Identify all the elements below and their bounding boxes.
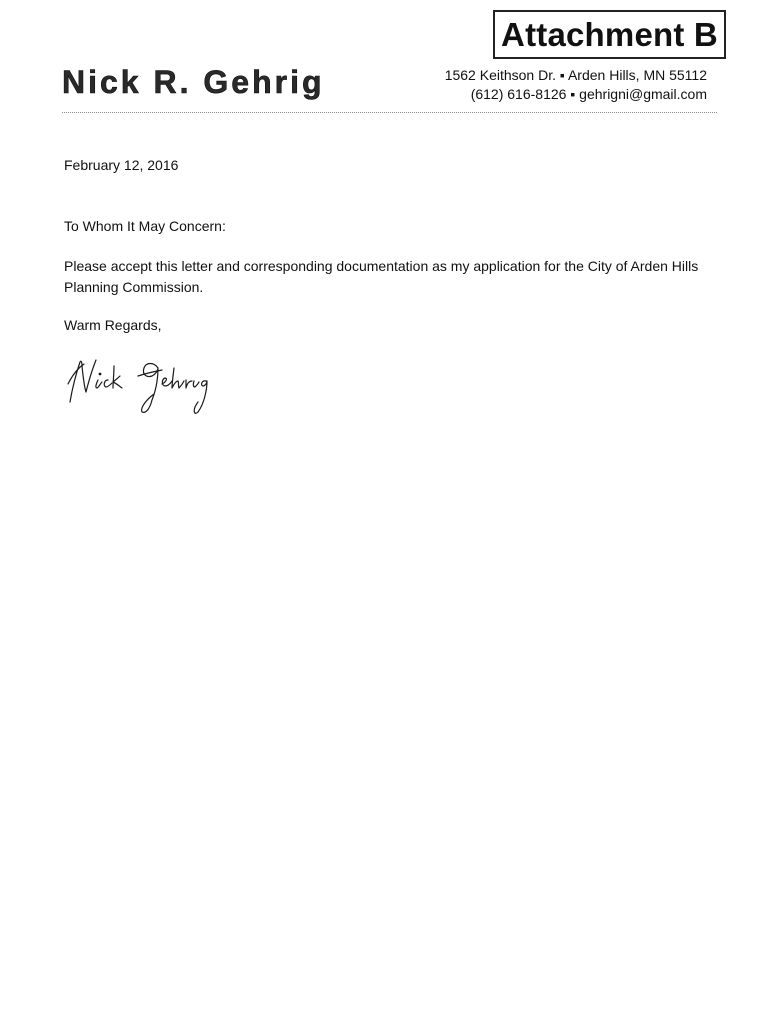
letterhead-contact xyxy=(445,66,707,104)
letter-salutation: To Whom It May Concern: xyxy=(64,218,226,234)
phone-email-line: (612) 616-8126 ▪ gehrigni@gmail.com xyxy=(470,86,707,102)
letter-body-paragraph xyxy=(64,256,704,298)
letter-date: February 12, 2016 xyxy=(64,157,179,173)
paragraph-line-1: Please accept this letter and corresponding documentation as my application for the City of Arden Hills xyxy=(64,258,699,274)
attachment-label-text: Attachment B xyxy=(501,15,718,53)
handwritten-signature xyxy=(62,354,212,424)
header-divider xyxy=(62,112,717,113)
paragraph-line-2: Planning Commission. xyxy=(64,279,204,295)
attachment-label xyxy=(493,10,726,59)
address-line: 1562 Keithson Dr. ▪ Arden Hills, MN 55112 xyxy=(444,67,707,83)
letterhead-name: Nick R. Gehrig xyxy=(62,64,325,100)
letter-closing: Warm Regards, xyxy=(64,317,162,333)
